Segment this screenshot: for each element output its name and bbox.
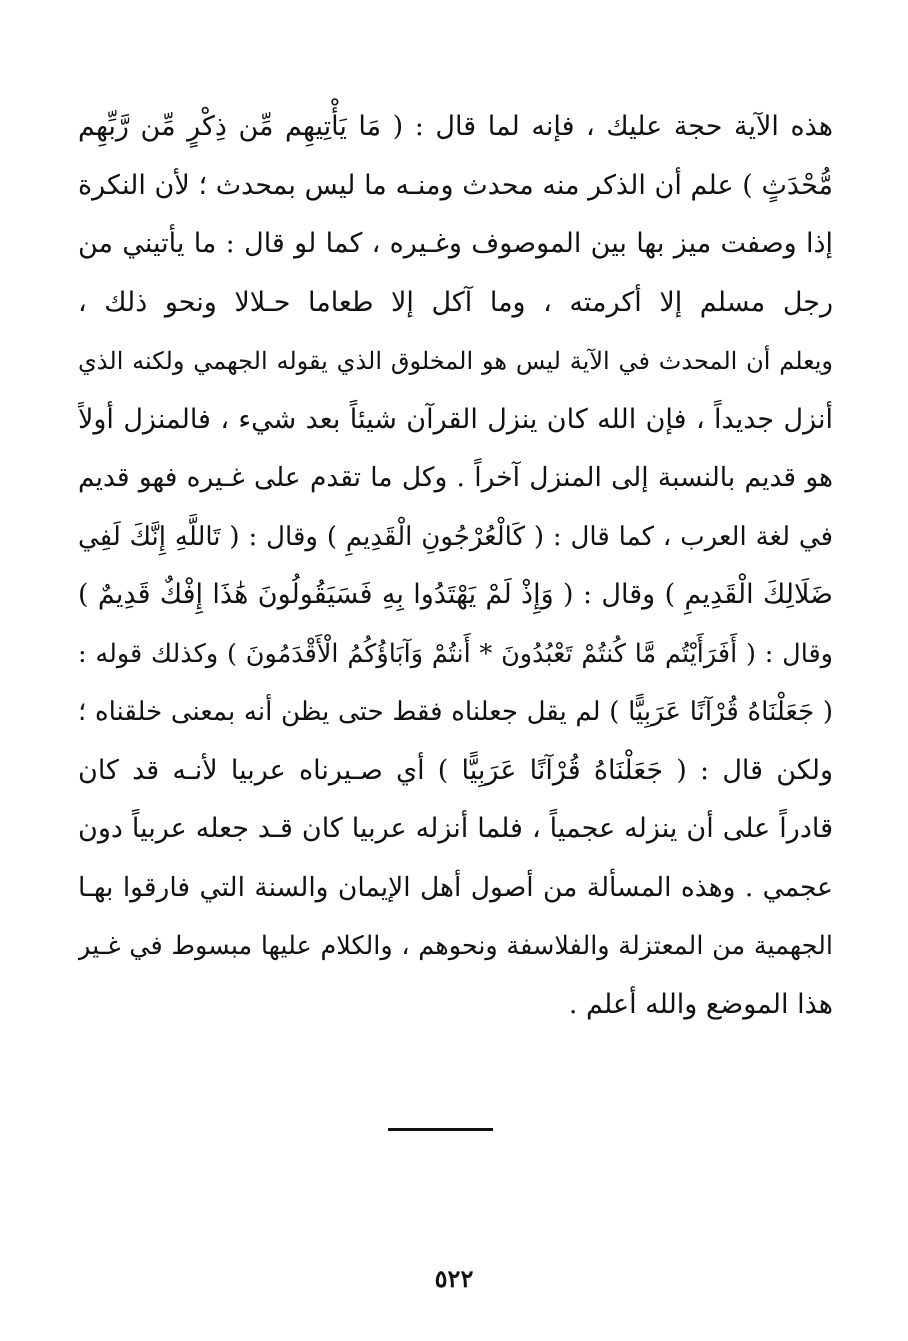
text-line-last: هذا الموضع والله أعلم . — [568, 988, 833, 1020]
text-line: قادراً على أن ينزله عجمياً ، فلما أنزله عربيا كان قـد جعله عربياً دون — [78, 813, 833, 844]
text-line: ولكن قال : ( جَعَلْنَاهُ قُرْآنًا عَرَبِيًّا ) أي صـيرناه عربيا لأنـه قد كان — [78, 754, 833, 786]
text-line: ( جَعَلْنَاهُ قُرْآنًا عَرَبِيًّا ) لم يقل جعلناه فقط حتى يظن أنه بمعنى خلقناه ؛ — [78, 697, 833, 727]
text-line: ضَلَالِكَ الْقَدِيمِ ) وقال : ( وَإِذْ لَمْ يَهْتَدُوا بِهِ فَسَيَقُولُونَ هَٰذَا إِفْكٌ قَدِيمٌ ) — [78, 579, 833, 610]
text-line: رجل مسلم إلا أكرمته ، وما آكل إلا طعاما حـلالا ونحو ذلك ، — [78, 286, 833, 318]
text-line: ويعلم أن المحدث في الآية ليس هو المخلوق الذي يقوله الجهمي ولكنه الذي — [78, 347, 833, 375]
text-line: في لغة العرب ، كما قال : ( كَالْعُرْجُونِ الْقَدِيمِ ) وقال : ( تَاللَّهِ إِنَّكَ لَفِي — [78, 521, 833, 552]
page-number: ٥٢٢ — [434, 1264, 474, 1293]
text-line: مُّحْدَثٍ ) علم أن الذكر منه محدث ومنـه ما ليس بمحدث ؛ لأن النكرة — [78, 169, 833, 201]
text-line: إذا وصفت ميز بها بين الموصوف وغـيره ، كما لو قال : ما يأتيني من — [78, 228, 833, 259]
text-line: عجمي . وهذه المسألة من أصول أهل الإيمان والسنة التي فارقوا بهـا — [78, 871, 833, 903]
text-line: الجهمية من المعتزلة والفلاسفة ونحوهم ، والكلام عليها مبسوط في غـير — [78, 931, 833, 961]
text-line: وقال : ( أَفَرَأَيْتُم مَّا كُنتُمْ تَعْبُدُونَ * أَنتُمْ وَآبَاؤُكُمُ الْأَقْدَمُونَ ) وكذلك قوله : — [78, 638, 833, 669]
text-line: هذه الآية حجة عليك ، فإنه لما قال : ( مَا يَأْتِيهِم مِّن ذِكْرٍ مِّن رَّبِّهِم — [78, 111, 833, 142]
text-line: أنزل جديداً ، فإن الله كان ينزل القرآن شيئاً بعد شيء ، فالمنزل أولاً — [78, 403, 833, 435]
section-divider — [388, 1128, 493, 1131]
text-line: هو قديم بالنسبة إلى المنزل آخراً . وكل ما تقدم على غـيره فهو قديم — [78, 462, 833, 493]
body-paragraph — [78, 98, 833, 1034]
